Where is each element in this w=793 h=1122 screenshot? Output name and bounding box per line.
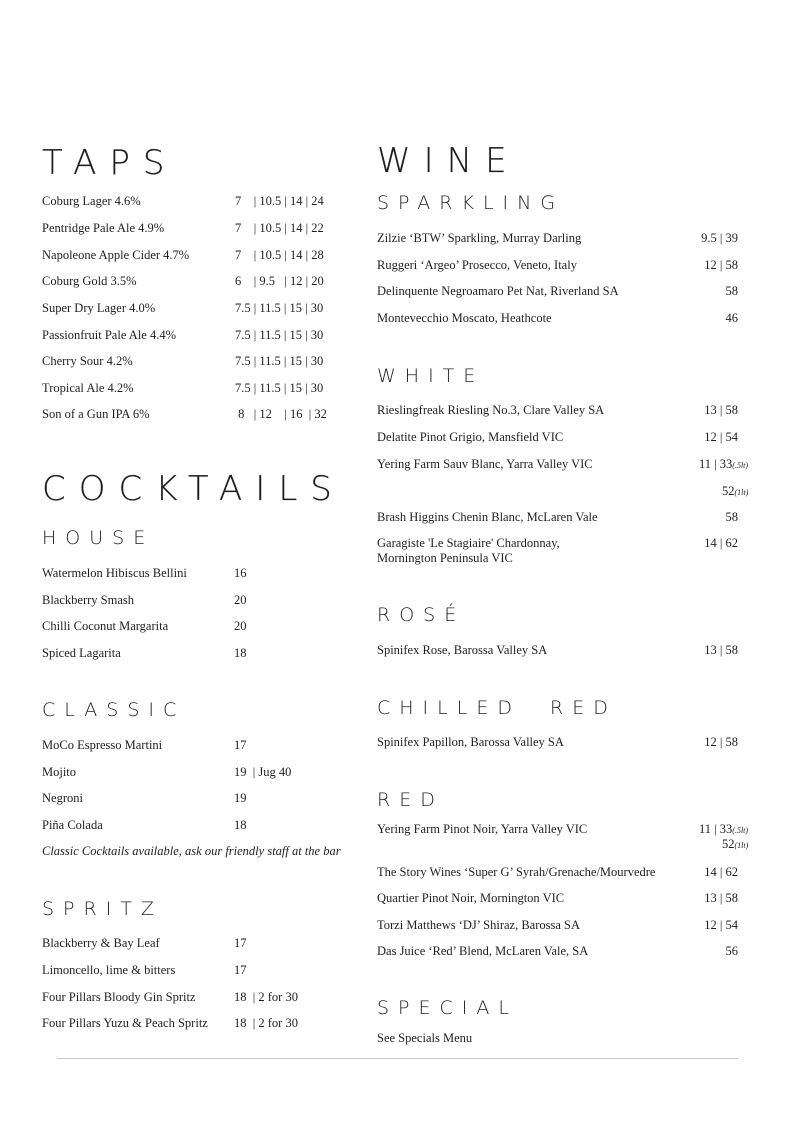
item-price: 18 | 2 for 30 <box>234 990 298 1004</box>
item-name: Spinifex Rose, Barossa Valley SA <box>377 643 548 657</box>
item-price: 14 | 62 <box>704 536 738 550</box>
item-name: Limoncello, lime & bitters <box>42 963 176 977</box>
item-price: 13 | 58 <box>704 643 738 657</box>
special-heading: SPECIAL <box>377 997 518 1019</box>
item-price <box>722 837 748 853</box>
item-price <box>722 484 748 500</box>
item-price: 12 | 58 <box>704 735 738 749</box>
item-price: 14 | 62 <box>704 865 738 879</box>
item-price: 12 | 58 <box>704 258 738 272</box>
item-name: MoCo Espresso Martini <box>42 738 163 752</box>
item-name: Das Juice ‘Red’ Blend, McLaren Vale, SA <box>377 944 589 958</box>
item-name: Pentridge Pale Ale 4.9% <box>42 221 165 235</box>
item-name: Cherry Sour 4.2% <box>42 354 133 368</box>
size-label: (1lt) <box>734 488 749 497</box>
item-price: 12 | 54 <box>704 430 738 444</box>
item-name: Quartier Pinot Noir, Mornington VIC <box>377 891 565 905</box>
taps-heading: TAPS <box>42 143 178 183</box>
white-heading: WHITE <box>377 365 485 387</box>
item-price: 17 <box>234 936 247 950</box>
item-price: 13 | 58 <box>704 891 738 905</box>
price-half: 11 | 33 <box>699 822 733 836</box>
item-name: Piña Colada <box>42 818 103 832</box>
size-label: (.5lt) <box>732 461 749 470</box>
item-price: 17 <box>234 963 247 977</box>
item-name: Negroni <box>42 791 83 805</box>
item-name: Son of a Gun IPA 6% <box>42 407 150 421</box>
item-price: 7 | 10.5 | 14 | 22 <box>235 221 324 235</box>
item-price: 58 <box>725 284 738 298</box>
item-name: Coburg Gold 3.5% <box>42 274 137 288</box>
item-name: Zilzie ‘BTW’ Sparkling, Murray Darling <box>377 231 582 245</box>
item-price: 16 <box>234 566 247 580</box>
sparkling-heading: SPARKLING <box>377 192 565 214</box>
item-price: 7 | 10.5 | 14 | 24 <box>235 194 324 208</box>
item-name: Spiced Lagarita <box>42 646 121 660</box>
wine-heading: WINE <box>377 141 520 181</box>
item-price: 7.5 | 11.5 | 15 | 30 <box>235 328 324 342</box>
classic-heading: CLASSIC <box>42 699 186 721</box>
item-name: Montevecchio Moscato, Heathcote <box>377 311 552 325</box>
size-label: (.5lt) <box>732 826 749 835</box>
item-name: Spinifex Papillon, Barossa Valley SA <box>377 735 564 749</box>
item-name: Brash Higgins Chenin Blanc, McLaren Vale <box>377 510 598 524</box>
price-full: 52 <box>722 837 735 851</box>
item-price: 7.5 | 11.5 | 15 | 30 <box>235 354 324 368</box>
price-half: 11 | 33 <box>699 457 733 471</box>
item-name: Delinquente Negroamaro Pet Nat, Riverland SA <box>377 284 619 298</box>
item-name: Chilli Coconut Margarita <box>42 619 169 633</box>
item-name: Watermelon Hibiscus Bellini <box>42 566 187 580</box>
list-item <box>377 536 738 568</box>
item-name: Rieslingfreak Riesling No.3, Clare Valley SA <box>377 403 605 417</box>
item-name: Blackberry & Bay Leaf <box>42 936 160 950</box>
item-name: Yering Farm Sauv Blanc, Yarra Valley VIC <box>377 457 593 471</box>
item-name-line2: Mornington Peninsula VIC <box>377 551 513 565</box>
item-price: 56 <box>725 944 738 958</box>
house-heading: HOUSE <box>42 527 155 549</box>
item-price <box>699 457 748 473</box>
price-full: 52 <box>722 484 735 498</box>
red-heading: RED <box>377 789 444 811</box>
item-price: 8 | 12 | 16 | 32 <box>235 407 327 421</box>
spritz-heading: SPRITZ <box>42 898 163 920</box>
classic-note: Classic Cocktails available, ask our friendly staff at the bar <box>42 844 341 858</box>
item-price: 20 <box>234 619 247 633</box>
item-price: 20 <box>234 593 247 607</box>
item-price: 46 <box>725 311 738 325</box>
item-price: 18 | 2 for 30 <box>234 1016 298 1030</box>
item-price: 12 | 54 <box>704 918 738 932</box>
item-name: Coburg Lager 4.6% <box>42 194 141 208</box>
item-price: 18 <box>234 818 247 832</box>
item-price: 13 | 58 <box>704 403 738 417</box>
item-name: Tropical Ale 4.2% <box>42 381 134 395</box>
footer-divider <box>57 1058 738 1059</box>
item-name: Garagiste 'Le Stagiaire' Chardonnay, <box>377 536 560 550</box>
item-name: Passionfruit Pale Ale 4.4% <box>42 328 177 342</box>
item-name: Napoleone Apple Cider 4.7% <box>42 248 190 262</box>
special-note: See Specials Menu <box>377 1031 473 1045</box>
item-price: 18 <box>234 646 247 660</box>
item-name: Torzi Matthews ‘DJ’ Shiraz, Barossa SA <box>377 918 581 932</box>
item-name: Mojito <box>42 765 77 779</box>
item-price: 7 | 10.5 | 14 | 28 <box>235 248 324 262</box>
rose-heading: ROSÉ <box>377 604 466 626</box>
item-name: Yering Farm Pinot Noir, Yarra Valley VIC <box>377 822 588 836</box>
size-label: (1lt) <box>734 841 749 850</box>
cocktails-heading: COCKTAILS <box>42 469 345 509</box>
item-price: 6 | 9.5 | 12 | 20 <box>235 274 324 288</box>
item-name: Four Pillars Bloody Gin Spritz <box>42 990 196 1004</box>
item-price: 19 | Jug 40 <box>234 765 292 779</box>
item-name: Blackberry Smash <box>42 593 134 607</box>
item-price: 7.5 | 11.5 | 15 | 30 <box>235 301 324 315</box>
item-price: 9.5 | 39 <box>701 231 738 245</box>
item-name: Delatite Pinot Grigio, Mansfield VIC <box>377 430 564 444</box>
item-name: Ruggeri ‘Argeo’ Prosecco, Veneto, Italy <box>377 258 577 272</box>
item-name: Super Dry Lager 4.0% <box>42 301 156 315</box>
item-price: 7.5 | 11.5 | 15 | 30 <box>235 381 324 395</box>
item-price: 19 <box>234 791 247 805</box>
item-price <box>699 822 748 838</box>
chilled-red-heading: CHILLED RED <box>377 697 617 719</box>
item-name: The Story Wines ‘Super G’ Syrah/Grenache/Mourvedre <box>377 865 656 879</box>
item-price: 17 <box>234 738 247 752</box>
item-price: 58 <box>725 510 738 524</box>
item-name: Four Pillars Yuzu & Peach Spritz <box>42 1016 208 1030</box>
